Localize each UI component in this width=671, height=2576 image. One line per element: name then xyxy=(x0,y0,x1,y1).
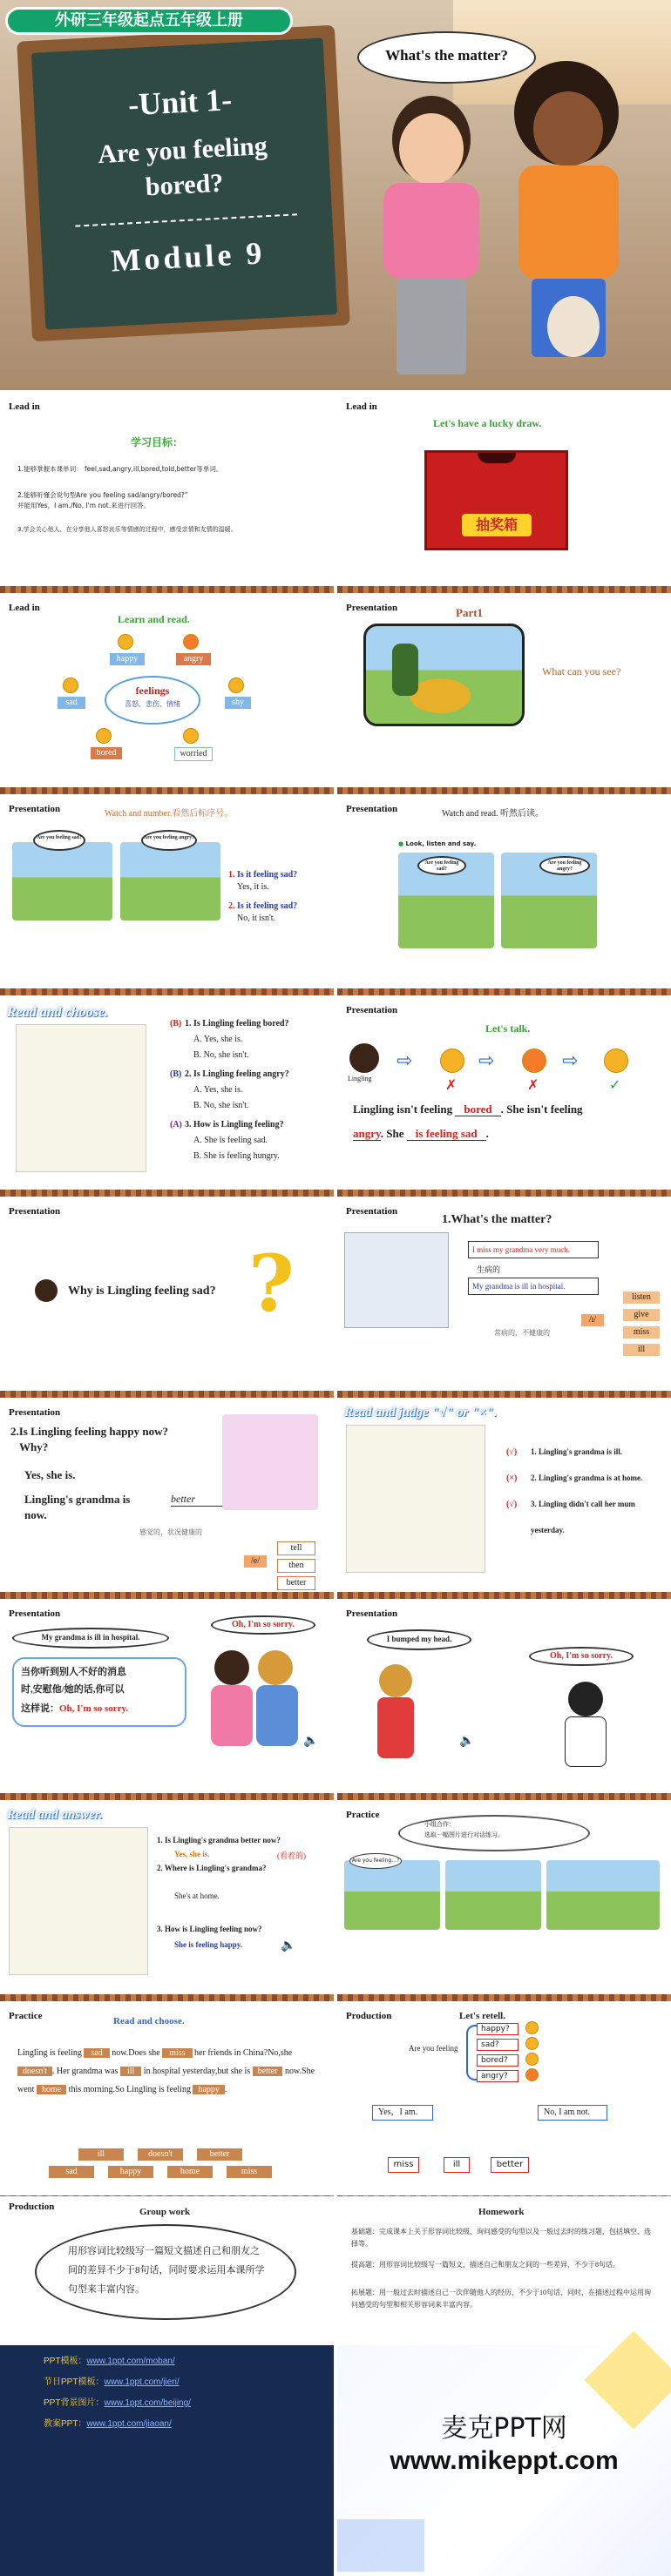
homework-basic: 基础题：完成课本上关于形容词比较级、询问感受的句型以及一般过去时的练习题，包括填空、选择等。 xyxy=(351,2228,651,2248)
yes-answer: Yes, she is. xyxy=(24,1468,76,1481)
text: . She xyxy=(380,1127,404,1140)
girl-illustration xyxy=(559,1682,612,1769)
happy-question: 2.Is Lingling feeling happy now? xyxy=(10,1425,168,1438)
slide-label: Presentation xyxy=(9,1407,61,1418)
word-miss: miss xyxy=(388,2157,419,2173)
arrow-icon-3: ⇨ xyxy=(562,1050,579,1072)
choice-better[interactable]: better xyxy=(197,2148,242,2161)
retell-prompt: Are you feeling xyxy=(409,2044,458,2053)
answer-yes: Yes，I am. xyxy=(372,2105,433,2121)
cover-slide xyxy=(0,0,671,390)
blank-home: home xyxy=(37,2085,66,2094)
feelings-center-sub: 喜怒、悲伤、情绪 xyxy=(125,700,180,708)
matter-title: 1.What's the matter? xyxy=(442,1213,552,1226)
group-work-heading: Group work xyxy=(139,2207,191,2217)
blank-miss: miss xyxy=(162,2048,192,2058)
chalkboard xyxy=(31,37,337,329)
word-bored: bored xyxy=(91,747,122,759)
bubble-bumped-text: I bumped my head. xyxy=(386,1635,452,1643)
why-question: Why? xyxy=(19,1440,49,1453)
slide-whats-the-matter xyxy=(337,1201,671,1398)
text: . She isn't feeling xyxy=(500,1103,583,1116)
choice-sad[interactable]: sad xyxy=(49,2166,94,2178)
q2-key: (B) xyxy=(170,1069,182,1079)
boy-illustration xyxy=(374,1664,417,1769)
slide-so-sorry-2 xyxy=(337,1603,671,1800)
happy-face-icon xyxy=(525,2021,539,2034)
now-text: now. xyxy=(24,1508,47,1521)
q2-number: 2. xyxy=(228,901,235,911)
task-cloud-text: 选取一幅图片进行对话练习。 xyxy=(424,1831,504,1838)
q3: 3. How is Lingling feeling? xyxy=(185,1120,284,1130)
bubble-reply-text: Oh, I'm so sorry. xyxy=(550,1651,613,1661)
slide-footer-strip xyxy=(0,1592,334,1599)
fill-heading: Read and choose. xyxy=(113,2016,185,2026)
word-happy: happy xyxy=(110,653,145,665)
slide-footer-strip xyxy=(0,1793,334,1800)
slide-footer-strip xyxy=(337,787,671,794)
q3-option-a: A. She is feeling sad. xyxy=(193,1136,268,1145)
slide-label: Presentation xyxy=(346,1005,398,1015)
answer-q2: 2. Where is Lingling's grandma? xyxy=(157,1864,267,1872)
bored-face-icon xyxy=(440,1049,464,1073)
q1-option-b: B. No, she isn't. xyxy=(193,1050,249,1060)
slide-learn-and-read xyxy=(0,597,334,794)
slide-label: Presentation xyxy=(9,1206,61,1217)
slide-label: Lead in xyxy=(9,603,40,613)
check-icon: ✓ xyxy=(609,1076,621,1093)
slide-label: Presentation xyxy=(346,804,398,814)
choice-ill[interactable]: ill xyxy=(78,2148,124,2161)
q1-key: (B) xyxy=(170,1019,182,1028)
judge-statement-2: 2. Lingling's grandma is at home. xyxy=(531,1473,643,1482)
shy-face-icon xyxy=(228,678,244,693)
link-label: PPT模板： xyxy=(44,2357,87,2366)
sad-face-icon xyxy=(525,2037,539,2050)
lesson-title-line2: bored? xyxy=(145,168,225,202)
a2-text: No, it isn't. xyxy=(237,914,276,923)
text: Lingling is feeling xyxy=(17,2048,82,2058)
slide-watch-and-number xyxy=(0,799,334,995)
judge-statement-1: 1. Lingling's grandma is ill. xyxy=(531,1447,623,1456)
text: in xyxy=(143,2067,151,2076)
bubble-1: Are you feeling sad? xyxy=(417,856,466,875)
a1-text: Yes, it is. xyxy=(237,882,269,892)
slide-lucky-draw xyxy=(337,396,671,593)
slide-label: Presentation xyxy=(346,1206,398,1217)
word-then: then xyxy=(277,1559,315,1573)
slide-footer-strip xyxy=(337,1391,671,1398)
tip-line-1: 当你听到别人不好的消息 xyxy=(21,1667,126,1677)
goal-2b: 并能用Yes，I am./No, I'm not.来进行回答。 xyxy=(17,502,151,509)
learn-read-heading: Learn and read. xyxy=(118,613,190,625)
q2: 2. Is Lingling feeling angry? xyxy=(185,1069,289,1079)
q1: 1. Is Lingling feeling bored? xyxy=(185,1019,289,1028)
answer-a1: Yes, she is. xyxy=(174,1850,210,1858)
slide-label: Production xyxy=(9,2202,55,2212)
angry-face-icon xyxy=(522,1049,546,1073)
answer-box-1 xyxy=(468,1241,599,1258)
slide-why-sad xyxy=(0,1201,334,1398)
slide-footer-strip xyxy=(0,787,334,794)
word-worried: worried xyxy=(174,747,213,761)
practice-image-1 xyxy=(344,1860,440,1930)
q2-option-a: A. Yes, she is. xyxy=(193,1085,243,1095)
link-url[interactable]: www.1ppt.com/beijing/ xyxy=(104,2398,191,2408)
bubble-2: Are you feeling angry? xyxy=(539,856,590,875)
module-title: Module 9 xyxy=(110,235,267,279)
slide-label: Lead in xyxy=(346,401,377,412)
fill-bored: bored xyxy=(455,1103,500,1116)
text: . Her grandma was xyxy=(51,2067,119,2076)
link-url[interactable]: www.1ppt.com/jiaoan/ xyxy=(86,2419,172,2429)
watch-number-heading: Watch and number.看然后标序号。 xyxy=(105,809,234,819)
unit-title: -Unit 1- xyxy=(127,82,234,123)
slide-lead-in-goals xyxy=(0,396,334,593)
slide-footer-strip xyxy=(0,1190,334,1197)
text: Lingling isn't feeling xyxy=(353,1103,453,1116)
word-listen: listen xyxy=(623,1291,660,1304)
slide-label: Production xyxy=(346,2011,392,2021)
speaker-icon[interactable]: 🔈 xyxy=(281,1939,296,1952)
part-title: Part1 xyxy=(456,606,484,619)
brand-url[interactable]: www.mikeppt.com xyxy=(390,2446,619,2475)
q2-option-b: B. No, she isn't. xyxy=(193,1101,249,1110)
question-bubble: Are you feeling...? xyxy=(349,1853,402,1869)
grade-badge: 外研三年级起点五年级上册 xyxy=(5,7,293,35)
word-give: give xyxy=(623,1309,660,1321)
grandma-answer: Lingling's grandma is xyxy=(24,1493,131,1506)
bored-face-icon xyxy=(96,728,112,744)
slide-footer-strip xyxy=(337,1793,671,1800)
phonics-symbol: /ɪ/ xyxy=(581,1314,604,1326)
angry-face-icon xyxy=(525,2068,539,2081)
slide-label: Presentation xyxy=(9,804,61,814)
homework-heading: Homework xyxy=(478,2207,525,2217)
answer-q3: 3. How is Lingling feeling now? xyxy=(157,1925,262,1933)
dialogue-panel xyxy=(16,1024,146,1172)
slide-lets-retell xyxy=(337,2006,671,2202)
link-label: 教案PPT： xyxy=(44,2419,87,2429)
word-tell: tell xyxy=(277,1541,315,1555)
q1-text: Is it feeling sad? xyxy=(237,870,298,880)
read-choose-title: Read and choose. xyxy=(7,1005,108,1020)
judge-key-1: (√) xyxy=(506,1447,518,1457)
blank-sad: sad xyxy=(84,2048,109,2058)
q3-option-b: B. She is feeling hungry. xyxy=(193,1151,280,1161)
slide-practice-fill xyxy=(0,2006,334,2202)
option-sad: sad? xyxy=(477,2039,518,2051)
girl-icon xyxy=(35,1279,58,1302)
answer-no: No, I am not. xyxy=(538,2105,607,2121)
word-shy: shy xyxy=(225,697,251,709)
answer-a2: She's at home. xyxy=(174,1892,220,1900)
slide-label: Practice xyxy=(346,1810,380,1820)
dialogue-panel xyxy=(346,1425,485,1573)
slide-label: Presentation xyxy=(9,1608,61,1619)
fill-paragraph xyxy=(17,2044,322,2099)
scene-image-1 xyxy=(12,842,112,920)
slide-read-and-choose xyxy=(0,1000,334,1197)
slide-footer-strip xyxy=(0,988,334,995)
q3-key: (A) xyxy=(170,1120,182,1130)
speaker-icon[interactable]: 🔈 xyxy=(303,1734,319,1748)
angry-face-icon xyxy=(183,634,199,650)
homework-extension: 拓展题：用一般过去时描述自己一次伴随他人的经历，不少于10句话，同时，在描述过程中运用询问感受的句型和相关形容词来丰富内容。 xyxy=(351,2289,651,2309)
prompt-bracket xyxy=(466,2025,477,2080)
blank-better: better xyxy=(253,2067,283,2076)
text: . xyxy=(224,2085,227,2094)
slide-watch-and-read xyxy=(337,799,671,995)
brand-panel xyxy=(337,2345,671,2576)
task-cloud-title: 小组合作： xyxy=(424,1821,455,1828)
watch-read-heading: Watch and read. 听然后读。 xyxy=(442,809,544,819)
bunny-toy xyxy=(547,296,600,357)
slide-footer-strip xyxy=(337,988,671,995)
retell-heading: Let's retell. xyxy=(459,2011,505,2021)
link-row-1[interactable] xyxy=(44,2353,334,2366)
slide-footer-strip xyxy=(337,586,671,593)
arrow-icon-2: ⇨ xyxy=(478,1050,495,1072)
slide-read-and-judge xyxy=(337,1402,671,1599)
word-ill: ill xyxy=(444,2157,470,2173)
bubble-2: Are you feeling angry? xyxy=(141,830,197,851)
slide-footer-strip xyxy=(337,1994,671,2001)
slide-footer-strip xyxy=(337,1592,671,1599)
link-url[interactable]: www.1ppt.com/jieri/ xyxy=(104,2377,180,2387)
goal-2a: 2.能够听懂会说句型Are you feeling sad/angry/bored?” xyxy=(17,491,188,499)
q1-number: 1. xyxy=(228,870,235,880)
sad-face-icon xyxy=(63,678,78,693)
group-work-text: 用形容词比较级写一篇短文描述自己和朋友之间的差异不少于8句话，同时要求运用本课所学句型来丰富内容。 xyxy=(68,2246,265,2295)
lingling-name: Lingling xyxy=(348,1075,372,1082)
text: hospital yesterday,but she is xyxy=(152,2067,251,2076)
read-judge-title: Read and judge "√" or "×". xyxy=(344,1406,498,1419)
lingling-avatar xyxy=(349,1043,379,1073)
sad-girl-illustration xyxy=(366,96,488,383)
text: her friends xyxy=(194,2048,233,2058)
link-label: 节日PPT模板： xyxy=(44,2377,105,2387)
slide-practice-pairwork xyxy=(337,1804,671,2001)
tip-line-3-en: Oh, I'm so sorry. xyxy=(59,1703,129,1714)
word-angry: angry xyxy=(176,653,211,665)
q1-option-a: A. Yes, she is. xyxy=(193,1035,243,1044)
slide-label: Practice xyxy=(9,2011,43,2021)
deco-blue xyxy=(337,2519,424,2572)
answer-box-2 xyxy=(468,1278,599,1295)
brand-logo: 麦克PPT网 xyxy=(441,2413,567,2444)
bubble-grandma-ill-text: My grandma is ill in hospital. xyxy=(41,1633,140,1642)
sad-face-icon xyxy=(604,1049,628,1073)
word-miss: miss xyxy=(623,1326,660,1339)
word-better: better xyxy=(277,1576,315,1590)
word-better: better xyxy=(491,2157,529,2173)
question-mark-icon: ? xyxy=(248,1237,295,1330)
link-row-2[interactable] xyxy=(44,2374,334,2387)
tip-line-3-cn: 这样说： xyxy=(21,1703,59,1714)
practice-image-3 xyxy=(546,1860,660,1930)
speech-bubble-text: What's the matter? xyxy=(385,47,508,64)
slide-label: Presentation xyxy=(346,603,398,613)
answer-2: My grandma is ill in hospital. xyxy=(472,1282,566,1291)
bubble-reply-text: Oh, I'm so sorry. xyxy=(232,1620,295,1629)
blank-doesnt: doesn't xyxy=(17,2067,52,2076)
judge-statement-3b: yesterday. xyxy=(531,1526,565,1534)
cross-icon-1: ✗ xyxy=(445,1076,458,1093)
slide-label: Lead in xyxy=(9,401,40,412)
fill-angry: angry xyxy=(353,1127,381,1140)
slide-lets-talk xyxy=(337,1000,671,1197)
link-row-3[interactable] xyxy=(44,2395,334,2408)
tip-line-2: 时,安慰他/她的话,你可以 xyxy=(21,1684,125,1695)
slide-so-sorry-1 xyxy=(0,1603,334,1800)
option-angry: angry? xyxy=(477,2070,518,2082)
ill-meaning: 常病的，不健康的 xyxy=(494,1329,550,1337)
link-label: PPT背景图片： xyxy=(44,2398,105,2408)
word-ill: ill xyxy=(623,1344,660,1356)
slide-footer-strip xyxy=(0,1994,334,2001)
lucky-draw-heading: Let's have a lucky draw. xyxy=(433,417,542,429)
answer-a1-cn: (看着的) xyxy=(277,1851,306,1860)
text: now.She went xyxy=(17,2067,315,2094)
text: now.Does she xyxy=(112,2048,160,2058)
phonics-symbol: /e/ xyxy=(244,1555,267,1568)
look-listen-say-text: Look, listen and say. xyxy=(405,840,477,847)
cross-icon-2: ✗ xyxy=(527,1076,539,1093)
slide-happy-now xyxy=(0,1402,334,1599)
choice-happy[interactable]: happy xyxy=(108,2166,153,2178)
slide-footer-strip xyxy=(0,1391,334,1398)
answer-a3: She is feeling happy. xyxy=(174,1940,243,1949)
grandma-illustration xyxy=(222,1414,318,1510)
judge-statement-3: 3. Lingling didn't call her mum xyxy=(531,1500,635,1508)
link-row-4[interactable] xyxy=(44,2416,334,2429)
tip-line-3 xyxy=(21,1701,128,1715)
goal-3: 3.学会关心他人，在分享他人喜怒哀乐等情感的过程中，感受亲情和友情的温暖。 xyxy=(17,526,237,533)
blank-better: better xyxy=(171,1493,223,1507)
fill-sad: is feeling sad xyxy=(407,1127,486,1141)
what-can-you-see: What can you see? xyxy=(542,665,621,678)
why-sad-question: Why is Lingling feeling sad? xyxy=(68,1285,216,1298)
feelings-center-label: feelings xyxy=(135,684,170,697)
lesson-title-line1: Are you feeling xyxy=(97,131,268,170)
option-bored: bored? xyxy=(477,2054,518,2067)
slide-group-work xyxy=(0,2196,334,2341)
dialogue-panel xyxy=(9,1827,148,1975)
judge-key-2: (×) xyxy=(506,1473,518,1483)
q2-text: Is it feeling sad? xyxy=(237,901,298,911)
arrow-icon-1: ⇨ xyxy=(396,1050,413,1072)
resource-links-panel xyxy=(0,2345,334,2576)
blank-happy: happy xyxy=(193,2085,224,2094)
text: in China?No,she xyxy=(234,2048,293,2058)
bubble-1: Are you feeling sad? xyxy=(33,830,85,851)
slide-footer-strip xyxy=(337,1190,671,1197)
lets-talk-heading: Let's talk. xyxy=(485,1022,531,1035)
scene-image-2 xyxy=(120,842,220,920)
practice-image-2 xyxy=(445,1860,541,1930)
answer-1: I miss my grandma very much. xyxy=(472,1245,570,1254)
blank-ill: ill xyxy=(120,2067,141,2076)
link-url[interactable]: www.1ppt.com/moban/ xyxy=(86,2357,175,2366)
choice-miss[interactable]: miss xyxy=(227,2166,272,2178)
talk-sentence-line1 xyxy=(353,1103,583,1116)
text: . xyxy=(485,1127,489,1140)
bored-face-icon xyxy=(525,2053,539,2066)
dashed-divider xyxy=(75,213,297,226)
goals-heading: 学习目标： xyxy=(131,436,184,448)
option-happy: happy? xyxy=(477,2023,518,2035)
answer-q1: 1. Is Lingling's grandma better now? xyxy=(157,1836,281,1844)
hospital-scene xyxy=(344,1232,449,1328)
slide-read-and-answer xyxy=(0,1804,334,2001)
children-illustration xyxy=(206,1642,302,1772)
choice-home[interactable]: home xyxy=(167,2166,213,2178)
happy-face-icon xyxy=(118,634,133,650)
part1-scene-image xyxy=(363,624,525,726)
lucky-draw-box xyxy=(424,450,568,550)
look-listen-say: ● Look, listen and say. xyxy=(398,840,477,847)
word-sad: sad xyxy=(58,697,85,709)
better-meaning: 感觉的，状况健康的 xyxy=(139,1528,202,1536)
slide-homework xyxy=(337,2196,671,2341)
read-answer-title: Read and answer. xyxy=(7,1808,103,1822)
slide-label: Presentation xyxy=(346,1608,398,1619)
speaker-icon[interactable]: 🔈 xyxy=(459,1734,475,1748)
talk-sentence-line2 xyxy=(353,1127,489,1141)
judge-key-3: (√) xyxy=(506,1500,518,1509)
choice-doesnt[interactable]: doesn't xyxy=(138,2148,183,2161)
goal-1: 1.能够掌握本课单词： feel,sad,angry,ill,bored,told,better等单词。 xyxy=(17,465,223,473)
slide-part1 xyxy=(337,597,671,794)
homework-advanced: 提高题：用形容词比较级写一篇短文，描述自己和朋友之间的一些差异，不少于8句话。 xyxy=(351,2261,620,2269)
worried-face-icon xyxy=(183,728,199,744)
ill-chinese: 生病的 xyxy=(477,1265,501,1274)
text: this morning.So Lingling is feeling xyxy=(68,2085,191,2094)
lucky-draw-box-label: 抽奖箱 xyxy=(462,514,532,536)
slide-footer-strip xyxy=(0,586,334,593)
